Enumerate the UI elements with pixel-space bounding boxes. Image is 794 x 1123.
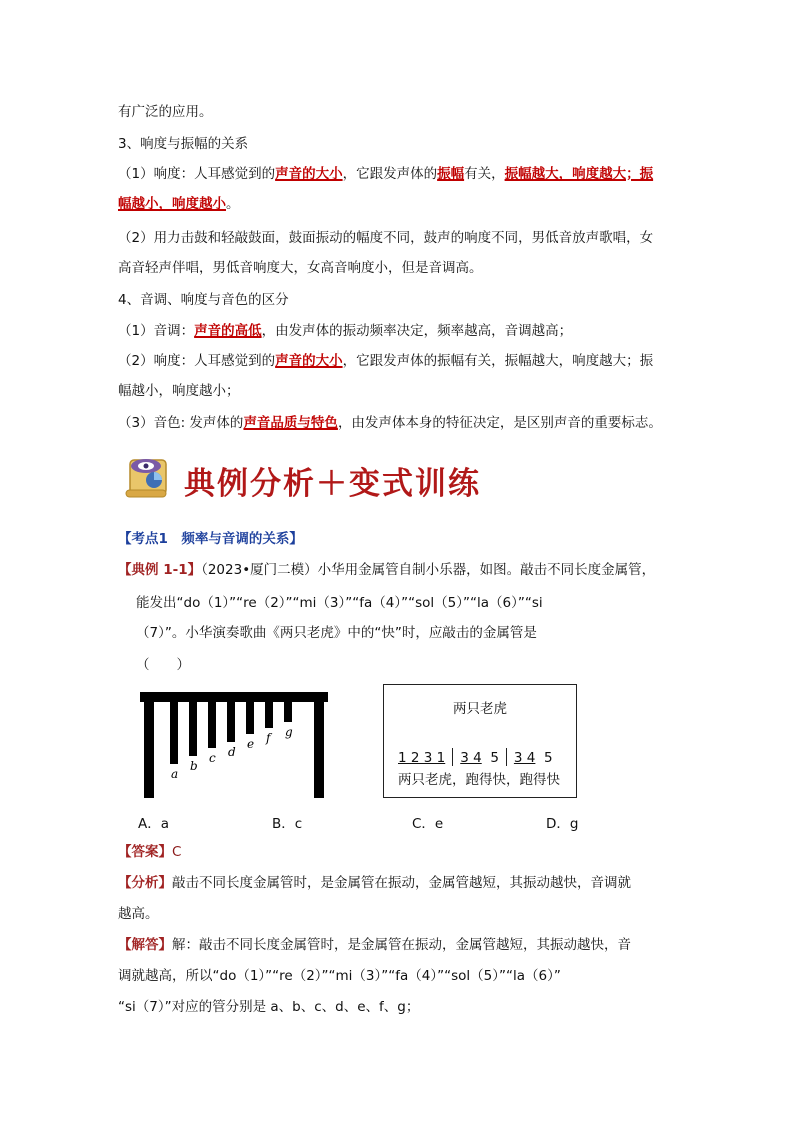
tube-label-b: b [190, 759, 198, 773]
section4-heading: 4、音调、响度与音色的区分 [118, 292, 289, 308]
tube-label-e: e [247, 737, 255, 751]
question-line3: （7）”。小华演奏歌曲《两只老虎》中的“快”时，应敲击的金属管是 [136, 625, 537, 641]
tube-label-f: f [266, 731, 271, 745]
solution-line3: “si（7）”对应的管分别是 a、b、c、d、e、f、g； [118, 999, 420, 1015]
key-term: 振幅 [437, 166, 465, 182]
answer-value: C [172, 844, 182, 860]
section3-heading: 3、响度与振幅的关系 [118, 136, 249, 152]
question-line4: （ ） [136, 657, 190, 673]
banner-scroll-icon [124, 454, 180, 500]
key-term: 声音的高低 [194, 323, 262, 339]
answer-tag: 【答案】 [118, 844, 172, 860]
sec4-p2-line2: 幅越小，响度越小； [118, 383, 240, 399]
intro-tail: 有广泛的应用。 [118, 104, 213, 120]
metal-tube-b [189, 702, 197, 756]
key-term: 声音的大小 [275, 353, 343, 369]
option-b: B．c [272, 816, 303, 832]
tube-label-a: a [171, 767, 179, 781]
analysis-line1: 【分析】敲击不同长度金属管时，是金属管在振动，金属管越短，其振动越快，音调就 [118, 875, 631, 891]
song-lyrics: 两只老虎，跑得快，跑得快 [398, 772, 560, 788]
metal-tube-e [246, 702, 254, 734]
question-line2: 能发出“do（1）”“re（2）”“mi（3）”“fa（4）”“sol（5）”“la（6）”“si [136, 595, 543, 611]
example-tag: 【典例 1-1】 [118, 562, 202, 578]
sec3-p2-line1: （2）用力击鼓和轻敲鼓面，鼓面振动的幅度不同，鼓声的响度不同，男低音放声歌唱，女 [118, 230, 654, 246]
metal-tube-f [265, 702, 273, 728]
key-term: 声音的大小 [275, 166, 343, 182]
sec3-p1-line2: 幅越小，响度越小。 [118, 196, 240, 212]
answer-line [118, 842, 678, 862]
key-term: 振幅越大，响度越大；振 [504, 166, 654, 182]
kaodian-heading: 【考点1 频率与音调的关系】 [118, 531, 303, 547]
sec3-p2-line2: 高音轻声伴唱，男低音响度大，女高音响度小，但是音调高。 [118, 260, 483, 276]
sec4-p2-line1: （2）响度：人耳感觉到的声音的大小，它跟发声体的振幅有关，振幅越大，响度越大；振 [118, 353, 654, 369]
banner-title: 典例分析＋变式训练 [184, 466, 481, 502]
song-notation-box [383, 684, 577, 798]
solution-line2: 调就越高，所以“do（1）”“re（2）”“mi（3）”“fa（4）”“sol（5）”“la（6）” [118, 968, 561, 984]
sec4-p3: （3）音色: 发声体的声音品质与特色，由发声体本身的特征决定，是区别声音的重要标志。 [118, 415, 662, 431]
tube-label-g: g [285, 725, 293, 739]
song-notation: 1 2 3 1 3 4 5 3 4 5 [398, 750, 553, 766]
metal-tubes-figure [138, 690, 333, 800]
metal-tube-d [227, 702, 235, 742]
option-a: A．a [138, 816, 170, 832]
metal-tube-a [170, 702, 178, 764]
key-term: 幅越小，响度越小 [118, 196, 226, 212]
bar-line [506, 748, 507, 766]
key-term: 声音品质与特色 [243, 415, 338, 431]
frame-top-bar [140, 692, 328, 702]
option-d: D．g [546, 816, 579, 832]
tube-label-c: c [209, 751, 216, 765]
frame-right-post [314, 700, 324, 798]
question-line1: 【典例 1-1】（2023•厦门二模）小华用金属管自制小乐器，如图。敲击不同长度金属管， [118, 562, 656, 578]
tube-label-d: d [228, 745, 236, 759]
metal-tube-c [208, 702, 216, 748]
sec4-p1: （1）音调：声音的高低，由发声体的振动频率决定，频率越高，音调越高； [118, 323, 573, 339]
solution-line1: 【解答】解：敲击不同长度金属管时，是金属管在振动，金属管越短，其振动越快，音 [118, 937, 631, 953]
option-c: C．e [412, 816, 444, 832]
solution-tag: 【解答】 [118, 937, 172, 953]
song-title: 两只老虎 [453, 701, 507, 717]
bar-line [452, 748, 453, 766]
metal-tube-g [284, 702, 292, 722]
analysis-tag: 【分析】 [118, 875, 172, 891]
analysis-line2: 越高。 [118, 906, 159, 922]
frame-left-post [144, 700, 154, 798]
sec3-p1-line1: （1）响度：人耳感觉到的声音的大小，它跟发声体的振幅有关，振幅越大，响度越大；振 [118, 166, 654, 182]
